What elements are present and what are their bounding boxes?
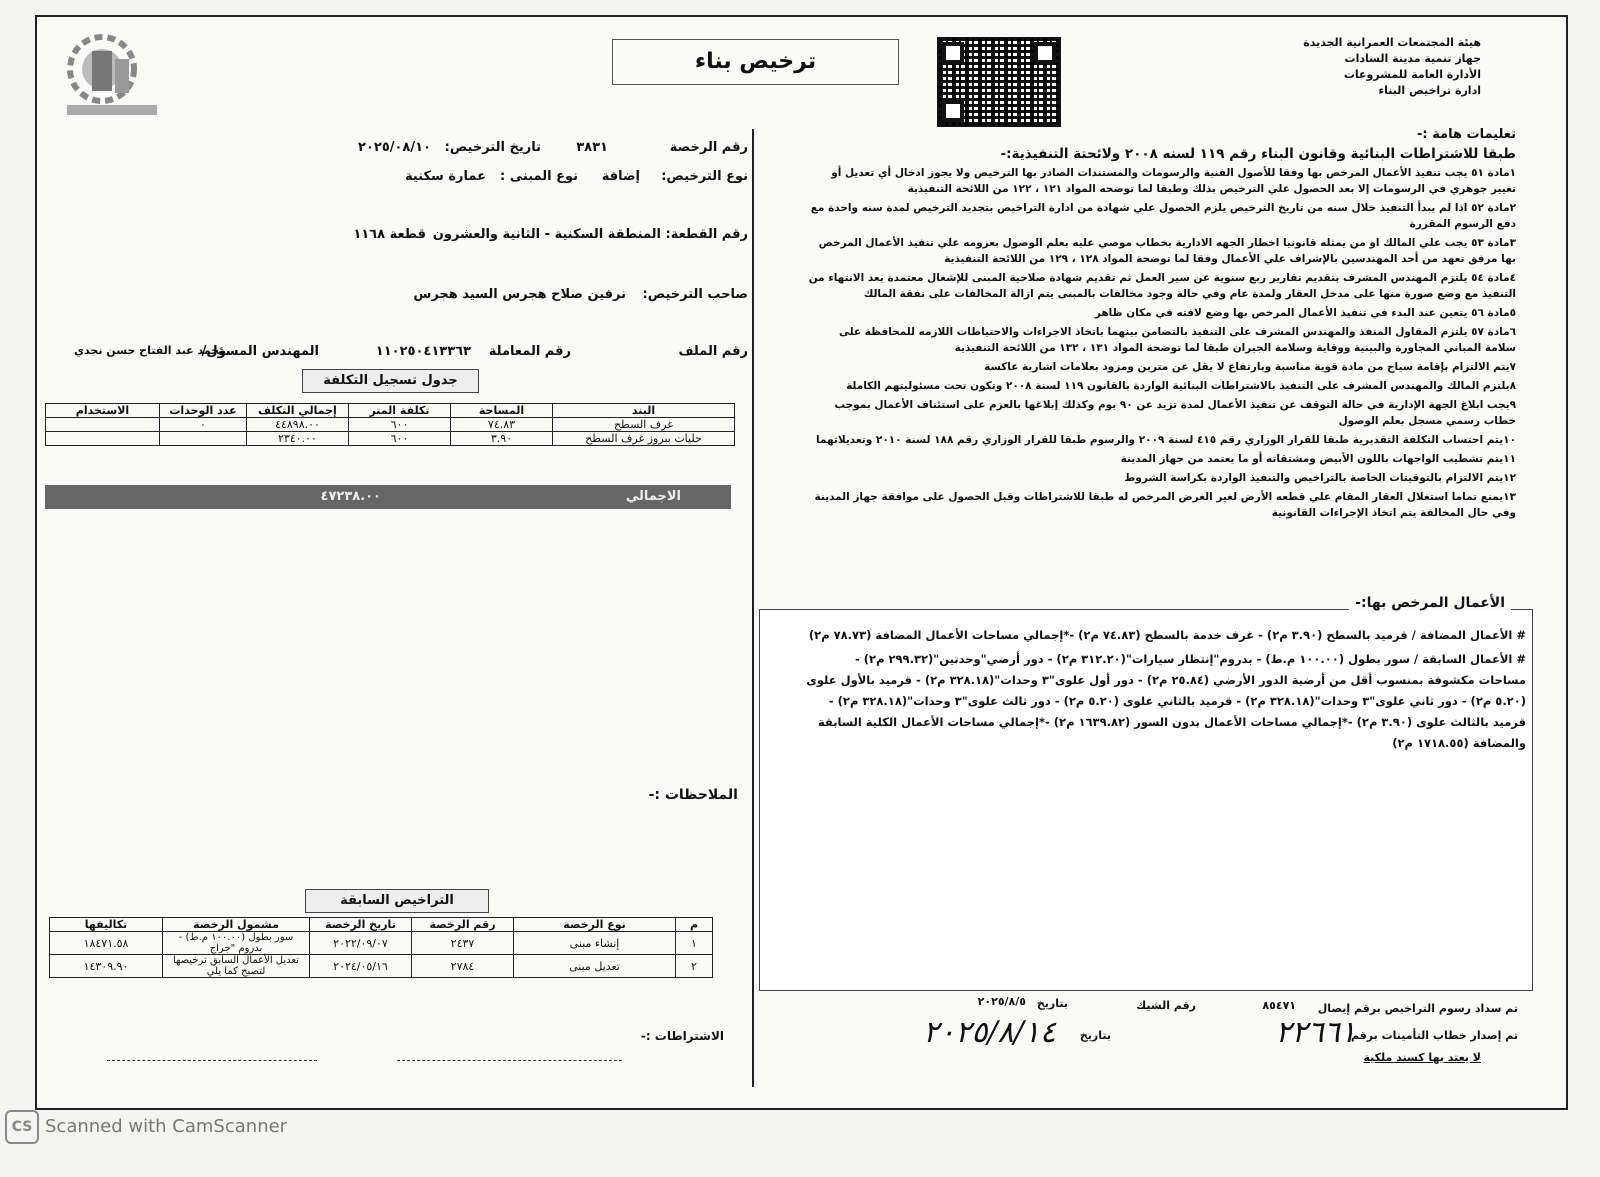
prev-col-header: مشمول الرخصة: [163, 918, 310, 932]
cost-cell: [46, 418, 160, 432]
cost-col-header: إجمالي التكلف: [247, 404, 349, 418]
instructions-subheading: طبقا للاشتراطات البنائية وقانون البناء رقم ١١٩ لسنه ٢٠٠٨ ولائحتة التنفيذية:-: [1000, 146, 1516, 162]
license-date-label: تاريخ الترخيص:: [444, 140, 541, 155]
cost-cell: ٧٤.٨٣: [451, 418, 553, 432]
cost-col-header: الاستخدام: [46, 404, 160, 418]
instruction-item: ٢مادة ٥٢ اذا لم يبدأ التنفيذ خلال سنه من تاريخ الترخيص يلزم الحصول علي شهادة من ادارة التراخيص بتجديد الترخيص لمدة سنه واحدة مع دفع الرسوم المقررة: [810, 202, 1516, 230]
prev-cell: ١: [676, 932, 713, 955]
payment-date-label: بتاريخ: [1036, 997, 1068, 1010]
instruction-item: ٨يلتزم المالك والمهندس المشرف على التنفيذ بالاشتراطات البنائية الواردة بالقانون ١١٩ لسنة ٢٠٠٨ وتكون تحت مسئوليتهم الكاملة: [846, 380, 1516, 392]
owner-name: نرفين صلاح هجرس السيد هجرس: [413, 287, 626, 302]
cost-table: [45, 403, 735, 446]
organization-header: [1221, 35, 1481, 99]
insurance-letter-number: ٢٢٦٦١: [1275, 1015, 1356, 1050]
instruction-item: ٥مادة ٥٦ يتعين عند البدء في تنفيذ الأعمال المرخص بها وضع لافته في مكان ظاهر: [1094, 307, 1516, 319]
instruction-item: ٧يتم الالتزام بإقامة سياج من مادة قوية مناسبة وبارتفاع لا يقل عن مترين ومزود بعلامات اشارية عاكسة: [984, 361, 1516, 373]
table-row: [50, 932, 713, 955]
camscanner-logo-icon: CS: [5, 1110, 39, 1144]
instruction-item: ٩يجب ابلاغ الجهة الإدارية في حالة التوقف عن تنفيذ الأعمال لمدة تزيد عن ٩٠ يوم وكذلك إبلاغها بالعزم على استئناف الأعمال بموجب خطاب رسمي مسجل بعلم الوصول: [834, 399, 1516, 427]
city-logo-icon: [57, 29, 167, 125]
engineer-label: المهندس المسؤل/: [201, 344, 319, 359]
prev-cell: ٢٠٢٢/٠٩/٠٧: [310, 932, 412, 955]
cost-col-header: المساحة: [451, 404, 553, 418]
insurance-letter-label: تم إصدار خطاب التأمينات برقم: [1350, 1029, 1518, 1042]
camscanner-text: Scanned with CamScanner: [45, 1116, 288, 1137]
instruction-item: ١مادة ٥١ يجب تنفيذ الأعمال المرخص بها وفقا للأصول الفنية والرسومات والمستندات الصادر بها الترخيص ولا يجوز ادخال أي تعديل أو تغيير جوهري في الرسومات إلا بعد الحصول علي الترخيص بذلك وطبقا لما توضحه المواد ١٢١ ، ١٢٢ من اللائحة التنفيذية: [831, 167, 1516, 195]
engineer-name: محمد عبد الفتاح حسن نجدي: [73, 344, 226, 357]
org-line: ادارة تراخيص البناء: [1378, 84, 1481, 97]
previous-licenses-title: التراخيص السابقة: [305, 889, 489, 913]
camscanner-watermark: [5, 1110, 325, 1150]
previous-works: # الأعمال السابقة / سور بطول (١٠٠.٠٠ م.ط) - بدروم"إنتظار سيارات"(٣١٢.٢٠ م٢) - دور أرضي"وحدتين"(٢٩٩.٣٢ م٢) - مساحات مكشوفة بمنسوب أقل من أرضية الدور الأرضي (٢٥.٨٤ م٢) - دور أول علوى"٣ وحدات"(٣٢٨.١٨ م٢) - قرميد بالأول علوى (٥.٢٠ م٢) - دور ثاني علوى"٣ وحدات"(٣٢٨.١٨ م٢) - قرميد بالثاني علوى (٥.٢٠ م٢) - دور ثالث علوى"٣ وحدات"(٣٢٨.١٨ م٢) - قرميد بالثالث علوى (٣.٩٠ م٢) -*إجمالي مساحات الأعمال بدون السور (١٦٣٩.٨٢ م٢) -*إجمالي مساحات الأعمال الكلية السابقة والمضافة (١٧١٨.٥٥ م٢): [806, 652, 1526, 750]
cost-total-bar: [45, 485, 731, 509]
cost-cell: ٦٠٠: [349, 432, 451, 446]
table-row: [50, 955, 713, 978]
instructions-section: [806, 127, 1516, 524]
prev-cell: سور بطول (١٠٠.٠٠ م.ط) - بدروم "جراج: [163, 932, 310, 955]
transaction-number: ١١٠٢٥٠٤١٣٣٦٣: [375, 344, 471, 359]
prev-cell: تعديل مبنى: [514, 955, 676, 978]
cost-cell: غرف السطح: [553, 418, 735, 432]
prev-col-header: رقم الرخصة: [412, 918, 514, 932]
transaction-label: رقم المعاملة: [488, 344, 571, 359]
org-line: الأدارة العامة للمشروعات: [1343, 68, 1481, 81]
column-divider: [752, 129, 754, 1087]
conditions-label: الاشتراطات :-: [640, 1029, 724, 1043]
prev-cell: ٢٠٢٤/٠٥/١٦: [310, 955, 412, 978]
prev-cell: تعديل الأعمال السابق ترخيصها لتصبح كما يلي: [163, 955, 310, 978]
licensed-works-text: [806, 625, 1526, 757]
instructions-heading: تعليمات هامة :-: [1417, 127, 1516, 142]
org-line: جهاز تنمية مدينة السادات: [1344, 52, 1481, 65]
plot-number: قطعة ١١٦٨: [353, 227, 426, 242]
license-document: [35, 15, 1568, 1110]
qr-code-icon: [937, 37, 1061, 127]
prev-col-header: م: [676, 918, 713, 932]
signature-line: [397, 1060, 622, 1061]
table-row: [46, 418, 735, 432]
cost-cell: ٠: [160, 418, 247, 432]
prev-cell: ٢٧٨٤: [412, 955, 514, 978]
prev-col-header: نوع الرخصة: [514, 918, 676, 932]
cost-col-header: عدد الوحدات: [160, 404, 247, 418]
cost-cell: [46, 432, 160, 446]
signature-line: [107, 1060, 317, 1061]
cheque-label: رقم الشيك: [1136, 999, 1196, 1012]
prev-cell: ٢: [676, 955, 713, 978]
cost-cell: ٣.٩٠: [451, 432, 553, 446]
instruction-item: ١٢يتم الالتزام بالتوقيتات الخاصة بالتراخيص والتنفيذ الواردة بكراسة الشروط: [1124, 472, 1516, 484]
cost-cell: ٦٠٠: [349, 418, 451, 432]
added-works: # الأعمال المضافة / قرميد بالسطح (٣.٩٠ م٢) - غرف خدمة بالسطح (٧٤.٨٣ م٢) -*إجمالي مساحات الأعمال المضافة (٧٨.٧٣ م٢): [808, 628, 1526, 642]
insurance-date: ٢٠٢٥/٨/١٤: [922, 1015, 1056, 1050]
instruction-item: ٤مادة ٥٤ يلتزم المهندس المشرف بتقديم تقارير ربع سنوية عن سير العمل ثم تقديم شهادة صلاحية المبنى للإشغال معتمدة بعد الانتهاء من التنفيذ مع وضع صورة منها على مدخل العقار ولمدة عام وفي حالة وجود مخالفات بالمبنى يتم ازالة المخالفات على نفقة المالك: [808, 272, 1516, 300]
file-number-label: رقم الملف: [678, 344, 748, 359]
license-date: ٢٠٢٥/٠٨/١٠: [358, 140, 431, 155]
cost-col-header: تكلفة المتر: [349, 404, 451, 418]
previous-licenses-table: [49, 917, 713, 978]
cost-cell: حليات ببروز غرف السطح: [553, 432, 735, 446]
cost-col-header: البند: [553, 404, 735, 418]
cost-cell: ٢٣٤٠.٠٠: [247, 432, 349, 446]
owner-label: صاحب الترخيص:: [642, 287, 748, 302]
plot-label: رقم القطعة:: [665, 227, 748, 242]
payment-receipt-label: تم سداد رسوم التراخيص برقم إيصال: [1317, 1002, 1518, 1015]
license-number-label: رقم الرخصة: [669, 140, 748, 155]
insurance-date-label: بتاريخ: [1079, 1029, 1111, 1042]
licensed-works-heading: الأعمال المرخص بها:-: [1349, 595, 1511, 611]
prev-cell: ١٨٤٧١.٥٨: [50, 932, 163, 955]
org-line: هيئة المجتمعات العمرانية الجديدة: [1303, 36, 1481, 49]
prev-cell: ٢٤٣٧: [412, 932, 514, 955]
cost-cell: [160, 432, 247, 446]
building-type-label: نوع المبنى :: [500, 169, 578, 184]
payment-date: ٢٠٢٥/٨/٥: [977, 995, 1026, 1008]
cost-cell: ٤٤٨٩٨.٠٠: [247, 418, 349, 432]
license-number: ٣٨٣١: [576, 140, 608, 155]
document-title: ترخيص بناء: [612, 39, 899, 85]
license-type-label: نوع الترخيص:: [661, 169, 748, 184]
prev-cell: إنشاء مبنى: [514, 932, 676, 955]
notes-label: الملاحظات :-: [648, 787, 738, 803]
instruction-item: ١٣يمنع تماما استغلال العقار المقام علي قطعه الأرض لغير الغرض المرخص له طبقا للاشتراطات وقبل الحصول على موافقة جهاز المدينة وفي حال المخالفة يتم اتخاذ الإجراءات القانونية: [814, 491, 1516, 519]
prev-cell: ١٤٣٠٩.٩٠: [50, 955, 163, 978]
instruction-item: ١١يتم تشطيب الواجهات باللون الأبيض ومشتقاته أو ما يعتمد من جهاز المدينة: [1120, 453, 1516, 465]
instruction-item: ١٠يتم احتساب التكلفة التقديرية طبقا للقرار الوزاري رقم ٤١٥ لسنة ٢٠٠٩ والرسوم طبقا للقرار الوزاري رقم ١٨٨ لسنة ٢٠١٠ وتعديلاتهما: [816, 434, 1516, 446]
instruction-item: ٦مادة ٥٧ يلتزم المقاول المنفذ والمهندس المشرف على التنفيذ بالتضامن بينهما باتخاذ الاجراءات والاحتياطات اللازمه للمحافظة على سلامة المباني المجاورة والبينية ووقاية وسلامة الجيران طبقا لما توضحة المواد ١٣١ ، ١٣٢ من اللائحة التنفيذية: [838, 326, 1516, 354]
cost-total-value: ٤٧٢٣٨.٠٠: [320, 489, 381, 504]
instruction-item: ٣مادة ٥٣ يجب علي المالك او من يمثله قانونيا اخطار الجهه الادارية بخطاب موصي عليه بعلم الوصول بعزومه علي تنفيذ الأعمال المرخص بها مرفق تعهد من أحد المهندسين بالإشراف علي الأعمال وفقا لما توضحة المواد ١٢٨ ، ١٢٩ من اللائحة التنفيذية: [818, 237, 1516, 265]
ownership-disclaimer: لا يعتد بها كسند ملكية: [1363, 1051, 1481, 1064]
cost-total-label: الاجمالي: [625, 489, 681, 504]
table-row: [46, 432, 735, 446]
license-type: إضافة: [601, 169, 640, 184]
payment-receipt-number: ٨٥٤٧١: [1262, 999, 1296, 1012]
plot-area: المنطقة السكنية - الثانية والعشرون: [432, 227, 661, 242]
prev-col-header: تكاليفها: [50, 918, 163, 932]
prev-col-header: تاريخ الرخصة: [310, 918, 412, 932]
cost-table-title: جدول تسجيل التكلفة: [302, 369, 479, 393]
building-type: عمارة سكنية: [404, 169, 486, 184]
